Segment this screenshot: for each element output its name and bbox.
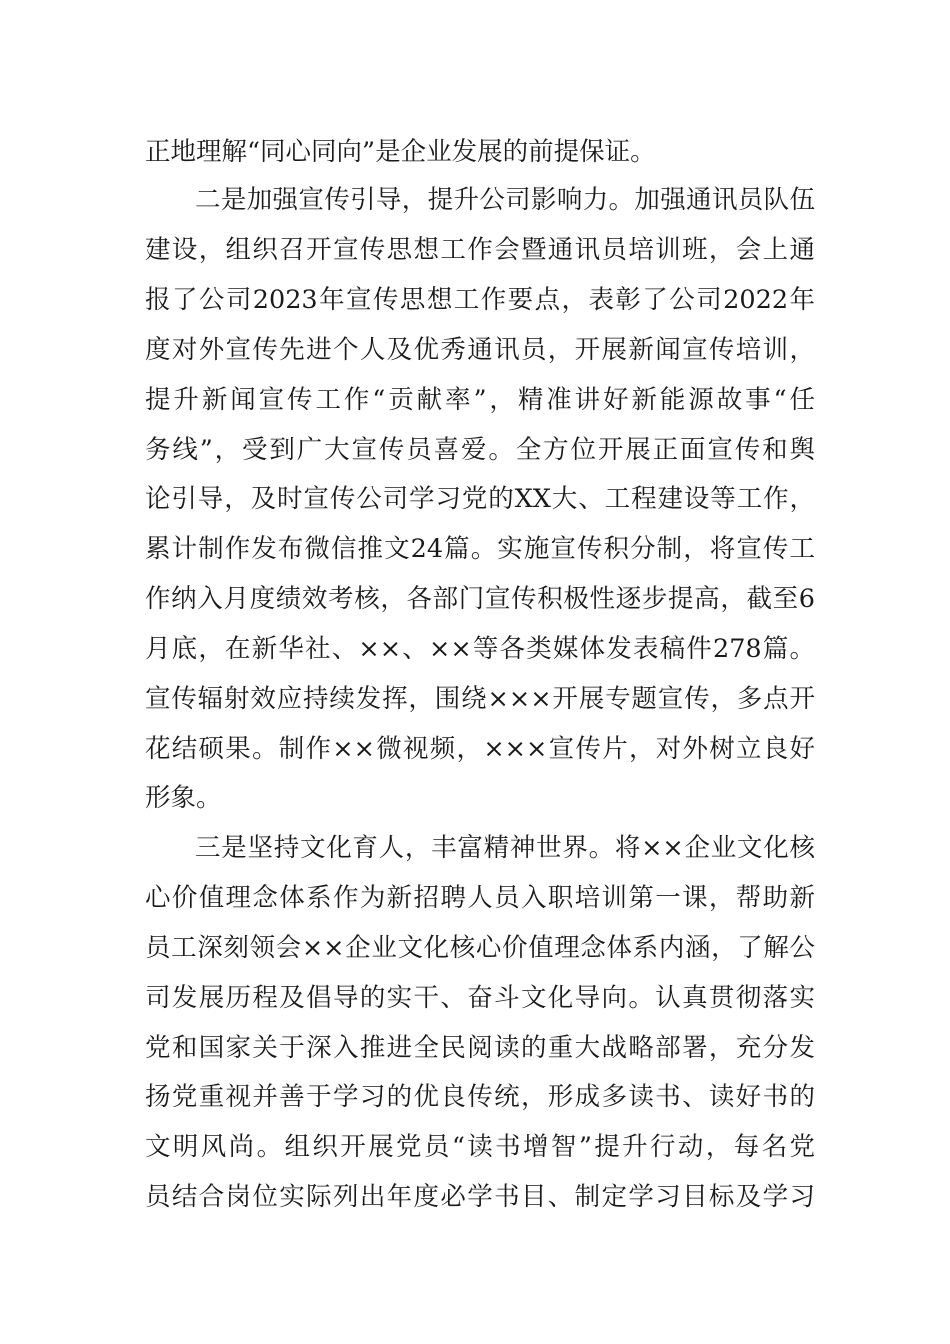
text-line: 扬党重视并善于学习的优良传统，形成多读书、读好书的 [145, 1082, 815, 1112]
text-line: 花结硕果。制作××微视频，×××宣传片，对外树立良好 [145, 734, 815, 764]
text-line: 正地理解“同心同向”是企业发展的前提保证。 [145, 137, 656, 167]
text-line: 提升新闻宣传工作“贡献率”，精准讲好新能源故事“任 [145, 385, 815, 415]
text-line: 月底，在新华社、××、××等各类媒体发表稿件278篇。 [145, 634, 815, 664]
text-line: 形象。 [145, 783, 222, 813]
paragraph-start-line: 二是加强宣传引导，提升公司影响力。加强通讯员队伍 [195, 185, 815, 215]
text-line: 务线”，受到广大宣传员喜爱。全方位开展正面宣传和舆 [145, 435, 815, 465]
paragraph-start-line: 三是坚持文化育人，丰富精神世界。将××企业文化核 [195, 833, 815, 863]
text-line: 报了公司2023年宣传思想工作要点，表彰了公司2022年 [145, 285, 815, 315]
text-line: 党和国家关于深入推进全民阅读的重大战略部署，充分发 [145, 1033, 815, 1063]
text-line: 建设，组织召开宣传思想工作会暨通讯员培训班，会上通 [145, 235, 815, 265]
text-line: 宣传辐射效应持续发挥，围绕×××开展专题宣传，多点开 [145, 684, 815, 714]
text-line: 司发展历程及倡导的实干、奋斗文化导向。认真贯彻落实 [145, 983, 815, 1013]
text-line: 心价值理念体系作为新招聘人员入职培训第一课，帮助新 [145, 883, 815, 913]
text-line: 论引导，及时宣传公司学习党的XX大、工程建设等工作， [145, 484, 815, 514]
text-line: 度对外宣传先进个人及优秀通讯员，开展新闻宣传培训， [145, 335, 815, 365]
text-line: 员结合岗位实际列出年度必学书目、制定学习目标及学习 [145, 1182, 815, 1212]
text-line: 文明风尚。组织开展党员“读书增智”提升行动，每名党 [145, 1132, 815, 1162]
text-line: 员工深刻领会××企业文化核心价值理念体系内涵，了解公 [145, 933, 815, 963]
text-line: 累计制作发布微信推文24篇。实施宣传积分制，将宣传工 [145, 534, 815, 564]
text-line: 作纳入月度绩效考核，各部门宣传积极性逐步提高，截至6 [145, 584, 815, 614]
